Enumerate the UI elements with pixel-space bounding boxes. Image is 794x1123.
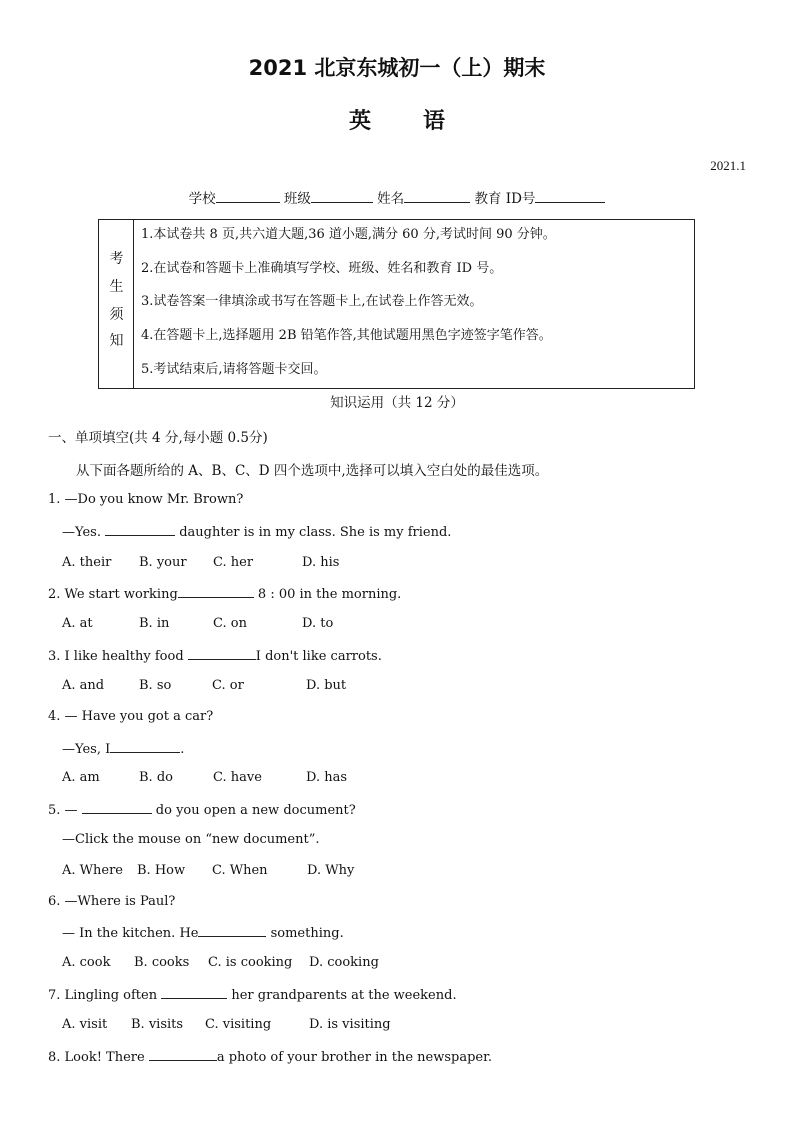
answer-blank[interactable] (82, 801, 152, 814)
option[interactable]: B. in (139, 616, 170, 631)
school-blank[interactable] (216, 190, 280, 203)
field-school: 学校 (188, 191, 216, 207)
option[interactable]: B. do (139, 770, 173, 785)
field-class: 班级 (283, 191, 311, 207)
option[interactable]: C. is cooking (208, 955, 293, 970)
option[interactable]: B. cooks (134, 955, 190, 970)
question-stem: 1. —Do you know Mr. Brown? (48, 492, 244, 507)
question-line: 3. I like healthy food I don't like carrots. (48, 649, 382, 664)
notice-item: 5.考试结束后,请将答题卡交回。 (141, 362, 327, 377)
question-line: 5. — do you open a new document? (48, 803, 356, 818)
option[interactable]: A. cook (62, 955, 111, 970)
option[interactable]: D. cooking (309, 955, 379, 970)
question-line: —Yes. daughter is in my class. She is my friend. (62, 525, 452, 540)
option[interactable]: A. am (62, 770, 100, 785)
answer-blank[interactable] (188, 647, 256, 660)
answer-blank[interactable] (105, 523, 175, 536)
option[interactable]: C. on (213, 616, 247, 631)
answer-blank[interactable] (110, 740, 180, 753)
option[interactable]: C. have (213, 770, 262, 785)
exam-date: 2021.1 (710, 158, 746, 173)
name-blank[interactable] (404, 190, 470, 203)
exam-notice-box (98, 219, 695, 389)
question-line: — In the kitchen. He something. (62, 926, 344, 941)
notice-item: 2.在试卷和答题卡上准确填写学校、班级、姓名和教育 ID 号。 (141, 261, 503, 276)
option[interactable]: B. so (139, 678, 172, 693)
notice-label-char: 考 (109, 251, 124, 267)
notice-label-char: 生 (109, 279, 124, 295)
notice-label-char: 须 (109, 307, 124, 323)
answer-blank[interactable] (161, 986, 227, 999)
question-line: 2. We start working 8 : 00 in the morning. (48, 587, 402, 602)
answer-blank[interactable] (149, 1048, 217, 1061)
option[interactable]: D. is visiting (309, 1017, 391, 1032)
question-line: 8. Look! There a photo of your brother in the newspaper. (48, 1050, 493, 1065)
option[interactable]: C. visiting (205, 1017, 272, 1032)
part-instruction: 从下面各题所给的 A、B、C、D 四个选项中,选择可以填入空白处的最佳选项。 (76, 463, 549, 479)
section-title: 知识运用（共 12 分） (330, 395, 464, 411)
part-title: 一、单项填空(共 4 分,每小题 0.5分) (48, 430, 268, 446)
subject-left: 英 (348, 109, 371, 134)
question-line: 7. Lingling often her grandparents at the weekend. (48, 988, 457, 1003)
answer-blank[interactable] (198, 924, 266, 937)
notice-label-char: 知 (109, 333, 124, 349)
option[interactable]: B. How (137, 863, 186, 878)
option[interactable]: D. but (306, 678, 347, 693)
notice-item: 1.本试卷共 8 页,共六道大题,36 道小题,满分 60 分,考试时间 90 分钟。 (141, 227, 556, 242)
notice-item: 4.在答题卡上,选择题用 2B 铅笔作答,其他试题用黑色字迹签字笔作答。 (141, 328, 552, 343)
question-stem: 6. —Where is Paul? (48, 894, 176, 909)
answer-blank[interactable] (178, 585, 254, 598)
option[interactable]: C. or (212, 678, 244, 693)
option[interactable]: B. visits (131, 1017, 184, 1032)
subject-right: 语 (423, 109, 446, 134)
option[interactable]: A. and (62, 678, 105, 693)
option[interactable]: C. her (213, 555, 254, 570)
option[interactable]: C. When (212, 863, 268, 878)
question-line: —Click the mouse on “new document”. (62, 832, 320, 847)
question-line: —Yes, I . (62, 742, 185, 757)
subject-heading (0, 104, 794, 135)
field-name: 姓名 (377, 191, 405, 207)
option[interactable]: D. Why (307, 863, 355, 878)
option[interactable]: B. your (139, 555, 187, 570)
student-info-line (0, 187, 794, 207)
question-stem: 4. — Have you got a car? (48, 709, 214, 724)
option[interactable]: D. has (306, 770, 348, 785)
page-title: 2021 北京东城初一（上）期末 (248, 56, 546, 80)
option[interactable]: A. their (62, 555, 112, 570)
option[interactable]: A. visit (62, 1017, 108, 1032)
notice-item: 3.试卷答案一律填涂或书写在答题卡上,在试卷上作答无效。 (141, 294, 483, 309)
option[interactable]: A. at (62, 616, 93, 631)
id-blank[interactable] (535, 190, 605, 203)
class-blank[interactable] (311, 190, 373, 203)
option[interactable]: D. his (302, 555, 340, 570)
option[interactable]: D. to (302, 616, 334, 631)
option[interactable]: A. Where (62, 863, 123, 878)
notice-label (99, 220, 134, 388)
field-id: 教育 ID号 (474, 191, 536, 207)
